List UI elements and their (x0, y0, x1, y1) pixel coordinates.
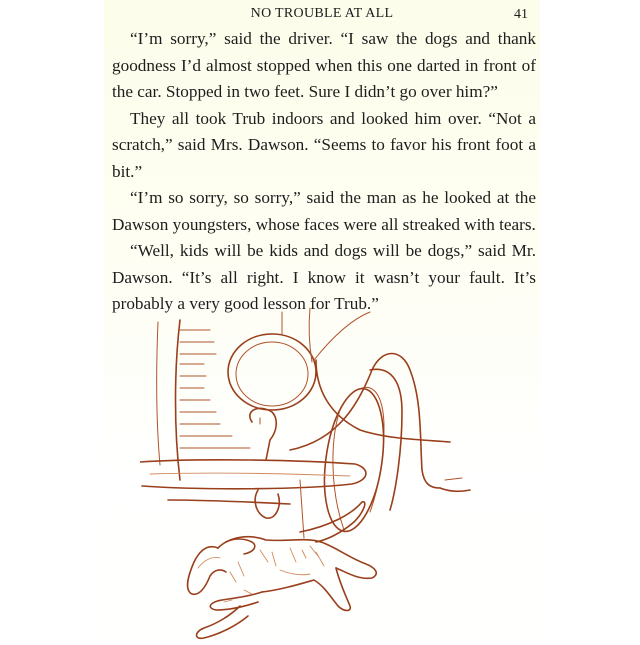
book-page (104, 0, 540, 640)
car-and-dog-drawing-icon (140, 300, 540, 640)
running-title: NO TROUBLE AT ALL (250, 6, 394, 21)
paragraph-so-sorry: “I’m so sorry, so sorry,” said the man as he looked at the Dawson youngsters, whose faces were all streaked with tears. (112, 188, 536, 234)
page-number: 41 (514, 7, 528, 22)
paragraph-driver-apology: “I’m sorry,” said the driver. “I saw the dogs and thank goodness I’d almost stopped when this one darted in front of the car. Stopped in two feet. Sure I didn’t go over him?” (112, 29, 536, 101)
running-head (104, 4, 540, 24)
paragraph-looked-over: They all took Trub indoors and looked him over. “Not a scratch,” said Mrs. Dawson. “Seems to favor his front foot a bit.” (112, 108, 536, 181)
body-text (112, 26, 536, 318)
paragraph-kids-will-be-kids: “Well, kids will be kids and dogs will be dogs,” said Mr. Dawson. “It’s all right. I know it wasn’t your fault. It’s probably a very good lesson for Trub.” (112, 241, 536, 313)
dog-under-car-illustration (140, 300, 540, 640)
